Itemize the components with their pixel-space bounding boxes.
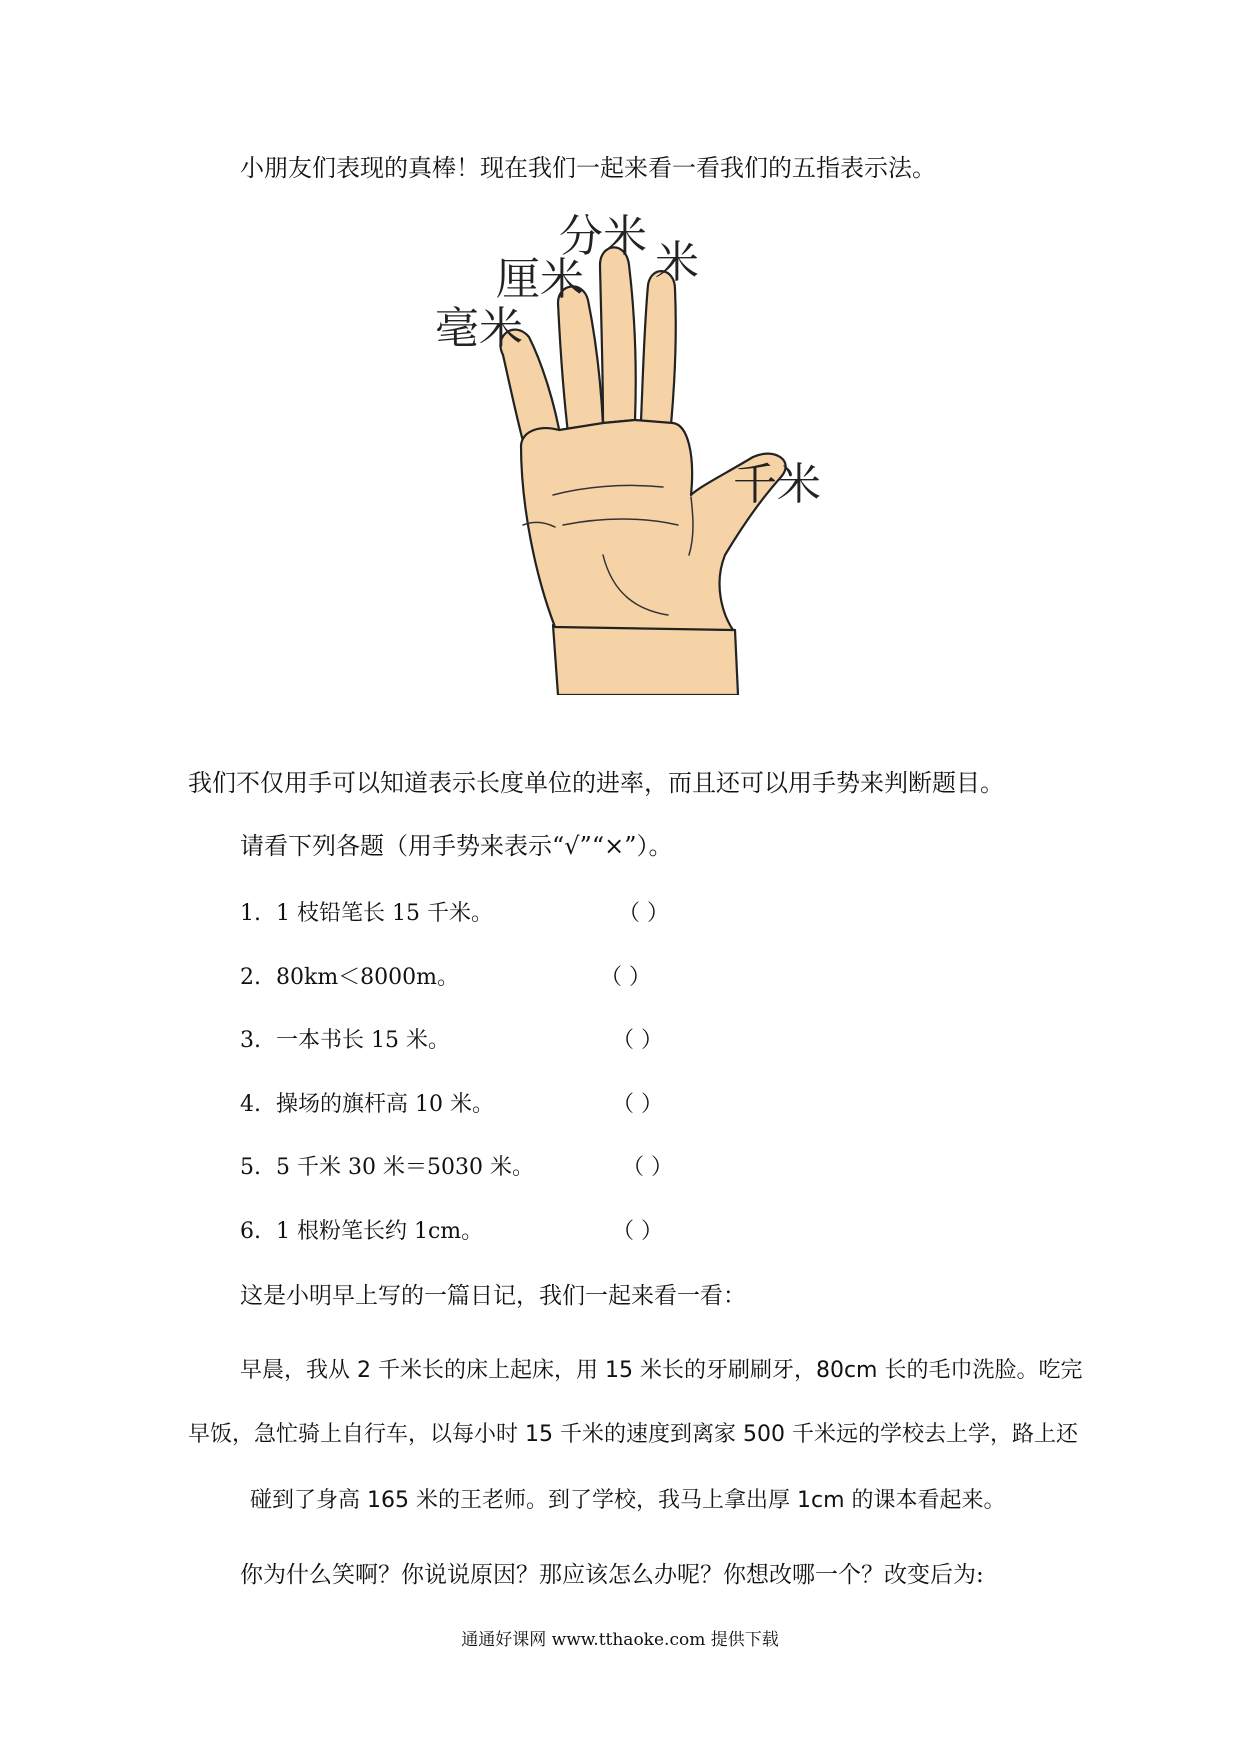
question-item [240,1027,450,1055]
label-millimeter: 毫米 [435,303,523,354]
answer-blank: （ ） [618,901,669,926]
answer-blank: （ ） [600,965,651,990]
paragraph-explanation: 我们不仅用手可以知道表示长度单位的进率，而且还可以用手势来判断题目。 [188,769,1004,797]
answer-blank: （ ） [612,1028,663,1053]
label-meter: 米 [655,237,699,288]
question-item [240,1091,494,1119]
question-item [240,900,493,928]
question-item [240,1154,534,1182]
question-text: 一本书长 15 米。 [276,1028,450,1053]
label-centimeter: 厘米 [496,254,584,305]
question-text: 1 根粉笔长约 1cm。 [276,1219,484,1244]
question-number: 3. [240,1028,261,1053]
question-number: 2. [240,965,261,990]
question-number: 6. [240,1219,261,1244]
diary-line: 早饭，急忙骑上自行车，以每小时 15 千米的速度到离家 500 千米远的学校去上学，路上还 [188,1422,1078,1447]
question-number: 5. [240,1155,261,1180]
question-text: 80km＜8000m。 [276,965,460,990]
paragraph-instructions: 请看下列各题（用手势来表示“√”“×”）。 [240,832,673,860]
paragraph-question: 你为什么笑啊？你说说原因？那应该怎么办呢？你想改哪一个？改变后为: [240,1562,984,1588]
question-number: 1. [240,901,261,926]
question-text: 1 枝铅笔长 15 千米。 [276,901,493,926]
diary-line: 碰到了身高 165 米的王老师。到了学校，我马上拿出厚 1cm 的课本看起来。 [250,1488,1006,1513]
label-decimeter: 分米 [559,211,647,262]
question-text: 5 千米 30 米＝5030 米。 [276,1155,534,1180]
paragraph-diary-intro: 这是小明早上写的一篇日记，我们一起来看一看： [240,1283,746,1309]
hand-figure [435,211,833,695]
answer-blank: （ ） [622,1155,673,1180]
answer-blank: （ ） [612,1092,663,1117]
question-item [240,1218,483,1246]
answer-blank: （ ） [612,1219,663,1244]
question-number: 4. [240,1092,261,1117]
page-footer: 通通好课网 www.tthaoke.com 提供下载 [461,1630,779,1650]
label-kilometer: 千米 [733,459,821,510]
intro-text: 小朋友们表现的真棒！现在我们一起来看一看我们的五指表示法。 [240,154,936,182]
question-item [240,964,459,992]
diary-line: 早晨，我从 2 千米长的床上起床，用 15 米长的牙刷刷牙，80cm 长的毛巾洗脸。吃完 [240,1358,1083,1383]
question-text: 操场的旗杆高 10 米。 [276,1092,494,1117]
